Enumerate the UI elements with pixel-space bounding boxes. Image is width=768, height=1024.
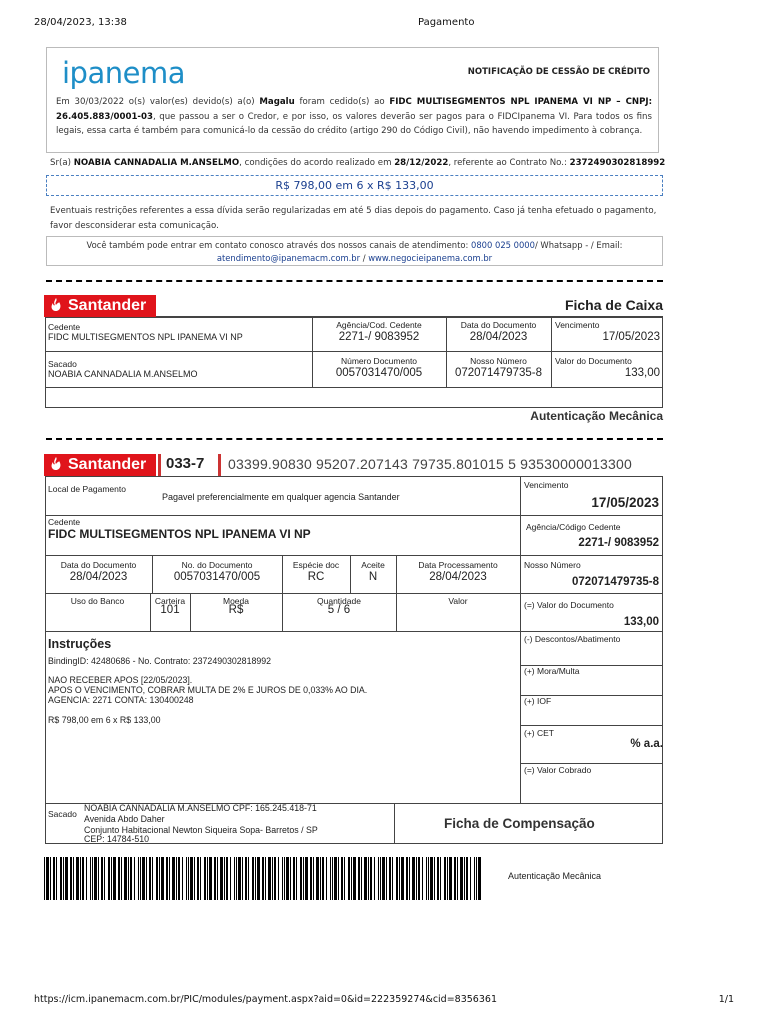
barcode-bar	[118, 857, 120, 900]
barcode-bar	[152, 857, 153, 900]
valor-cobrado-label: (=) Valor Cobrado	[524, 765, 592, 775]
divider	[520, 725, 663, 726]
divider	[45, 515, 663, 516]
divider	[158, 454, 161, 476]
barcode-bar	[172, 857, 175, 900]
barcode-bar	[197, 857, 199, 900]
contact-links	[47, 252, 662, 265]
barcode-bar	[156, 857, 158, 900]
nosso-numero-value: 072071479735-8	[572, 576, 659, 588]
barcode-bar	[230, 857, 231, 900]
website-link[interactable]: www.negocieipanema.com.br	[368, 253, 493, 263]
barcode-bar	[313, 857, 314, 900]
cedente-label: Cedente	[48, 322, 81, 332]
barcode-bar	[300, 857, 302, 900]
barcode-bar	[50, 857, 51, 900]
barcode-bar	[386, 857, 387, 900]
barcode-bar	[90, 857, 91, 900]
barcode-bar	[401, 857, 404, 900]
autenticacao-mecanica: Autenticação Mecânica	[508, 871, 602, 881]
barcode-bar	[161, 857, 164, 900]
instruction-line: AGENCIA: 2271 CONTA: 130400248	[48, 695, 194, 705]
barcode-bar	[374, 857, 375, 900]
barcode-bar	[316, 857, 319, 900]
especie-label: Espécie doc	[292, 560, 340, 570]
divider	[45, 351, 663, 352]
num-doc-label: Número Documento	[340, 356, 418, 366]
barcode-bar	[207, 857, 208, 900]
barcode-bar	[70, 857, 72, 900]
notice-paragraph	[56, 95, 652, 139]
sacado-name: NOABIA CANNADALIA M.ANSELMO CPF: 165.245.418-71	[84, 803, 317, 813]
barcode-bar	[370, 857, 372, 900]
barcode-bar	[272, 857, 273, 900]
barcode-bar	[44, 857, 45, 900]
barcode-bar	[63, 857, 64, 900]
divider	[45, 555, 663, 556]
barcode-bar	[60, 857, 62, 900]
carteira-value: 101	[160, 604, 180, 616]
barcode-bar	[282, 857, 283, 900]
contact-line	[47, 239, 662, 252]
instrucoes-title: Instruções	[48, 637, 112, 651]
barcode-bar	[320, 857, 321, 900]
barcode-bar	[332, 857, 333, 900]
valor-label: Valor	[448, 596, 468, 606]
barcode-bar	[190, 857, 193, 900]
barcode-bar	[182, 857, 183, 900]
barcode-bar	[128, 857, 129, 900]
barcode-bar	[194, 857, 195, 900]
iof-label: (+) IOF	[524, 696, 552, 706]
data-doc-label: Data do Documento	[60, 560, 137, 570]
contact-text: / Whatsapp - / Email:	[534, 240, 623, 250]
barcode-bar	[290, 857, 291, 900]
barcode-bar	[322, 857, 324, 900]
instruction-line: NAO RECEBER APOS [22/05/2023].	[48, 675, 193, 685]
cedente-value: FIDC MULTISEGMENTOS NPL IPANEMA VI NP	[48, 527, 311, 541]
barcode-bar	[226, 857, 228, 900]
divider	[394, 803, 395, 844]
barcode-bar	[430, 857, 433, 900]
aceite-value: N	[368, 571, 378, 583]
barcode-bar	[166, 857, 168, 900]
num-doc-value: 0057031470/005	[335, 367, 423, 379]
instruction-line: R$ 798,00 em 6 x R$ 133,00	[48, 715, 161, 725]
santander-logo	[44, 295, 156, 317]
barcode-bar	[330, 857, 331, 900]
barcode-bar	[418, 857, 420, 900]
nosso-numero-label: Nosso Número	[524, 560, 581, 570]
flame-icon	[50, 457, 62, 471]
local-pagamento-value: Pagavel preferencialmente em qualquer agencia Santander	[162, 492, 400, 502]
agencia-label: Agência/Código Cedente	[526, 522, 621, 532]
barcode-bar	[460, 857, 463, 900]
barcode-bar	[444, 857, 446, 900]
barcode-bar	[80, 857, 81, 900]
moeda-value: R$	[228, 604, 244, 616]
barcode-bar	[92, 857, 93, 900]
barcode-bar	[121, 857, 122, 900]
barcode-bar	[224, 857, 225, 900]
valor-documento-value: 133,00	[623, 616, 659, 628]
flame-icon	[50, 298, 62, 312]
barcode-bar	[464, 857, 465, 900]
barcode-bar	[101, 857, 103, 900]
barcode-bar	[65, 857, 68, 900]
barcode-bar	[396, 857, 398, 900]
barcode-bar	[176, 857, 177, 900]
barcode-bar	[447, 857, 448, 900]
contact-phone[interactable]: 0800 025 0000	[471, 240, 535, 250]
contract-number: 2372490302818992	[569, 158, 666, 168]
barcode-bar	[422, 857, 423, 900]
ficha-caixa-title: Ficha de Caixa	[564, 297, 663, 313]
barcode-bar	[146, 857, 147, 900]
agencia-label: Agência/Cod. Cedente	[336, 320, 422, 330]
cedente-value: FIDC MULTISEGMENTOS NPL IPANEMA VI NP	[48, 332, 243, 342]
barcode-bar	[217, 857, 218, 900]
barcode-bar	[416, 857, 417, 900]
barcode-bar	[364, 857, 367, 900]
barcode-bar	[130, 857, 132, 900]
barcode-bar	[382, 857, 385, 900]
barcode-bar	[305, 857, 308, 900]
new-creditor: FIDC MULTISEGMENTOS NPL IPANEMA VI NP – CNPJ: 26.405.883/0001-03	[56, 97, 653, 122]
valor-doc-label: Valor do Documento	[555, 356, 632, 366]
divider	[45, 387, 663, 388]
print-datetime: 28/04/2023, 13:38	[34, 17, 127, 28]
barcode-bar	[389, 857, 391, 900]
cet-value: % a.a.	[630, 738, 663, 750]
notice-text: foram cedido(s) ao	[294, 97, 390, 107]
print-page-number: 1/1	[718, 994, 734, 1005]
bank-code: 033-7	[166, 455, 205, 472]
cedente-label: Cedente	[48, 517, 81, 527]
quantidade-label: Quantidade	[317, 596, 361, 606]
barcode-bar	[286, 857, 289, 900]
barcode-bar	[265, 857, 266, 900]
barcode-bar	[134, 857, 135, 900]
agreement-text: , condições do acordo realizado em	[239, 158, 395, 168]
barcode-bar	[326, 857, 327, 900]
barcode-bar	[440, 857, 441, 900]
barcode-bar	[252, 857, 254, 900]
original-creditor: Magalu	[259, 97, 295, 107]
barcode-bar	[437, 857, 439, 900]
barcode-bar	[238, 857, 241, 900]
cet-label: (+) CET	[524, 728, 554, 738]
barcode-bar	[284, 857, 285, 900]
barcode-bar	[278, 857, 279, 900]
autenticacao-mecanica: Autenticação Mecânica	[530, 409, 663, 423]
barcode-bar	[361, 857, 362, 900]
data-proc-value: 28/04/2023	[429, 571, 487, 583]
barcode-bar	[53, 857, 55, 900]
barcode-bar	[140, 857, 141, 900]
nosso-numero-label: Nosso Número	[470, 356, 527, 366]
sacado-address: Conjunto Habitacional Newton Siqueira Sopa- Barretos / SP	[84, 825, 318, 835]
agencia-value: 2271-/ 9083952	[338, 331, 420, 343]
notice-text: , que passou a ser o Credor, e por isso, os valores deverão ser pagos para o FIDCIpanema VI. Para todos os fins legais, essa carta é também para comunicá-lo da cessão do crédito (artigo 290 do Código Civil), não havendo impedimento à cobrança.	[56, 111, 652, 136]
barcode-bar	[204, 857, 206, 900]
moeda-label: Moeda	[223, 596, 249, 606]
barcode-bar	[94, 857, 97, 900]
barcode-bar	[142, 857, 145, 900]
barcode-bar	[262, 857, 264, 900]
barcode-bar	[392, 857, 393, 900]
digitable-line[interactable]: 03399.90830 95207.207143 79735.801015 5 93530000013300	[228, 456, 632, 472]
agreement-date: 28/12/2022	[394, 158, 449, 168]
restrictions-text: Eventuais restrições referentes a essa dívida serão regularizadas em até 5 dias depois do pagamento. Caso já tenha efetuado o pagamento, favor desconsiderar esta comunicação.	[50, 206, 657, 231]
divider	[551, 317, 552, 387]
agencia-value: 2271-/ 9083952	[578, 537, 659, 549]
barcode-bar	[124, 857, 127, 900]
barcode-bar	[255, 857, 256, 900]
barcode-bar	[303, 857, 304, 900]
num-doc-label: No. do Documento	[181, 560, 253, 570]
barcode-bar	[86, 857, 87, 900]
divider	[520, 476, 521, 803]
local-pagamento-label: Local de Pagamento	[48, 484, 126, 494]
barcode-bar	[358, 857, 360, 900]
barcode-bar	[245, 857, 247, 900]
santander-logo	[44, 454, 156, 476]
divider	[45, 593, 663, 594]
barcode-bar	[338, 857, 339, 900]
vencimento-label: Vencimento	[555, 320, 600, 330]
descontos-label: (-) Descontos/Abatimento	[524, 634, 621, 644]
barcode-bar	[257, 857, 260, 900]
nosso-numero-value: 072071479735-8	[455, 367, 542, 379]
instruction-line: BindingID: 42480686 - No. Contrato: 2372490302818992	[48, 656, 272, 666]
barcode-bar	[310, 857, 312, 900]
barcode-bar	[351, 857, 352, 900]
barcode-bar	[341, 857, 343, 900]
barcode-bar	[104, 857, 105, 900]
sacado-address: Avenida Abdo Daher	[84, 814, 165, 824]
divider	[218, 454, 221, 476]
barcode-bar	[293, 857, 295, 900]
bank-name: Santander	[68, 297, 147, 314]
barcode-bar	[434, 857, 435, 900]
barcode-bar	[353, 857, 356, 900]
agreement-line	[50, 156, 670, 171]
uso-banco-label: Uso do Banco	[70, 596, 125, 606]
barcode-bar	[380, 857, 381, 900]
vencimento-value: 17/05/2023	[602, 331, 660, 343]
cut-line	[46, 280, 663, 282]
sacado-label: Sacado	[48, 809, 77, 819]
instruction-line: APOS O VENCIMENTO, COBRAR MULTA DE 2% E JUROS DE 0,033% AO DIA.	[48, 685, 368, 695]
barcode-bar	[46, 857, 49, 900]
installment-amount: R$ 798,00 em 6 x R$ 133,00	[46, 175, 663, 196]
valor-documento-label: (=) Valor do Documento	[524, 600, 614, 610]
barcode-bar	[98, 857, 99, 900]
barcode-bar	[108, 857, 110, 900]
cut-line	[46, 438, 663, 440]
barcode-bar	[186, 857, 187, 900]
data-doc-value: 28/04/2023	[469, 331, 528, 343]
num-doc-value: 0057031470/005	[173, 571, 261, 583]
data-doc-value: 28/04/2023	[69, 571, 128, 583]
agreement-text: , referente ao Contrato No.:	[448, 158, 570, 168]
barcode-bar	[73, 857, 74, 900]
notice-text: Em 30/03/2022 o(s) valor(es) devido(s) a(o)	[56, 97, 260, 107]
sacado-value: NOABIA CANNADALIA M.ANSELMO	[48, 369, 198, 379]
barcode-bar	[234, 857, 235, 900]
barcode-bar	[409, 857, 410, 900]
barcode-bar	[406, 857, 408, 900]
barcode-bar	[113, 857, 116, 900]
barcode-bar	[169, 857, 170, 900]
barcode-bar	[426, 857, 427, 900]
mora-label: (+) Mora/Multa	[524, 666, 580, 676]
print-page-title: Pagamento	[418, 17, 475, 28]
barcode-bar	[178, 857, 180, 900]
barcode-bar	[428, 857, 429, 900]
barcode-bar	[248, 857, 249, 900]
sacado-cep: CEP: 14784-510	[84, 834, 150, 844]
print-url: https://icm.ipanemacm.com.br/PIC/modules/payment.aspx?aid=0&id=222359274&cid=8356361	[34, 994, 497, 1005]
bank-name: Santander	[68, 456, 147, 473]
barcode	[44, 857, 482, 900]
barcode-bar	[56, 857, 57, 900]
ipanema-logo: ipanema	[62, 56, 185, 90]
email-link[interactable]: atendimento@ipanemacm.com.br	[216, 253, 361, 263]
barcode-bar	[296, 857, 297, 900]
barcode-bar	[76, 857, 79, 900]
debtor-name: NOABIA CANNADALIA M.ANSELMO	[73, 158, 240, 168]
barcode-bar	[454, 857, 456, 900]
barcode-bar	[220, 857, 223, 900]
barcode-bar	[82, 857, 84, 900]
barcode-bar	[399, 857, 400, 900]
contact-box	[46, 236, 663, 266]
divider	[520, 763, 663, 764]
barcode-bar	[111, 857, 112, 900]
data-doc-label: Data do Documento	[460, 320, 537, 330]
barcode-bar	[188, 857, 189, 900]
carteira-label: Carteira	[154, 596, 186, 606]
barcode-bar	[368, 857, 369, 900]
contact-text: Você também pode entrar em contato conosco através dos nossos canais de atendimento:	[86, 240, 472, 250]
barcode-bar	[268, 857, 271, 900]
barcode-bar	[478, 857, 481, 900]
barcode-bar	[159, 857, 160, 900]
separator: /	[360, 253, 369, 263]
barcode-bar	[200, 857, 201, 900]
barcode-bar	[449, 857, 452, 900]
divider	[45, 631, 663, 632]
barcode-bar	[344, 857, 345, 900]
barcode-bar	[149, 857, 151, 900]
barcode-bar	[412, 857, 415, 900]
barcode-bar	[274, 857, 276, 900]
sacado-label: Sacado	[48, 359, 77, 369]
barcode-bar	[236, 857, 237, 900]
especie-value: RC	[307, 571, 325, 583]
barcode-bar	[378, 857, 379, 900]
agreement-text: Sr(a)	[50, 158, 74, 168]
barcode-bar	[138, 857, 139, 900]
vencimento-label: Vencimento	[524, 480, 569, 490]
barcode-bar	[476, 857, 477, 900]
ficha-compensacao-title: Ficha de Compensação	[444, 816, 595, 831]
barcode-bar	[470, 857, 471, 900]
barcode-bar	[457, 857, 458, 900]
barcode-bar	[466, 857, 468, 900]
barcode-bar	[348, 857, 350, 900]
quantidade-value: 5 / 6	[327, 604, 351, 616]
vencimento-value: 17/05/2023	[591, 495, 659, 510]
valor-doc-value: 133,00	[624, 367, 660, 379]
aceite-label: Aceite	[361, 560, 385, 570]
barcode-bar	[209, 857, 212, 900]
barcode-bar	[214, 857, 216, 900]
barcode-bar	[334, 857, 337, 900]
barcode-bar	[474, 857, 475, 900]
barcode-bar	[242, 857, 243, 900]
notice-heading: NOTIFICAÇÃO DE CESSÃO DE CRÉDITO	[467, 67, 650, 77]
data-proc-label: Data Processamento	[418, 560, 498, 570]
